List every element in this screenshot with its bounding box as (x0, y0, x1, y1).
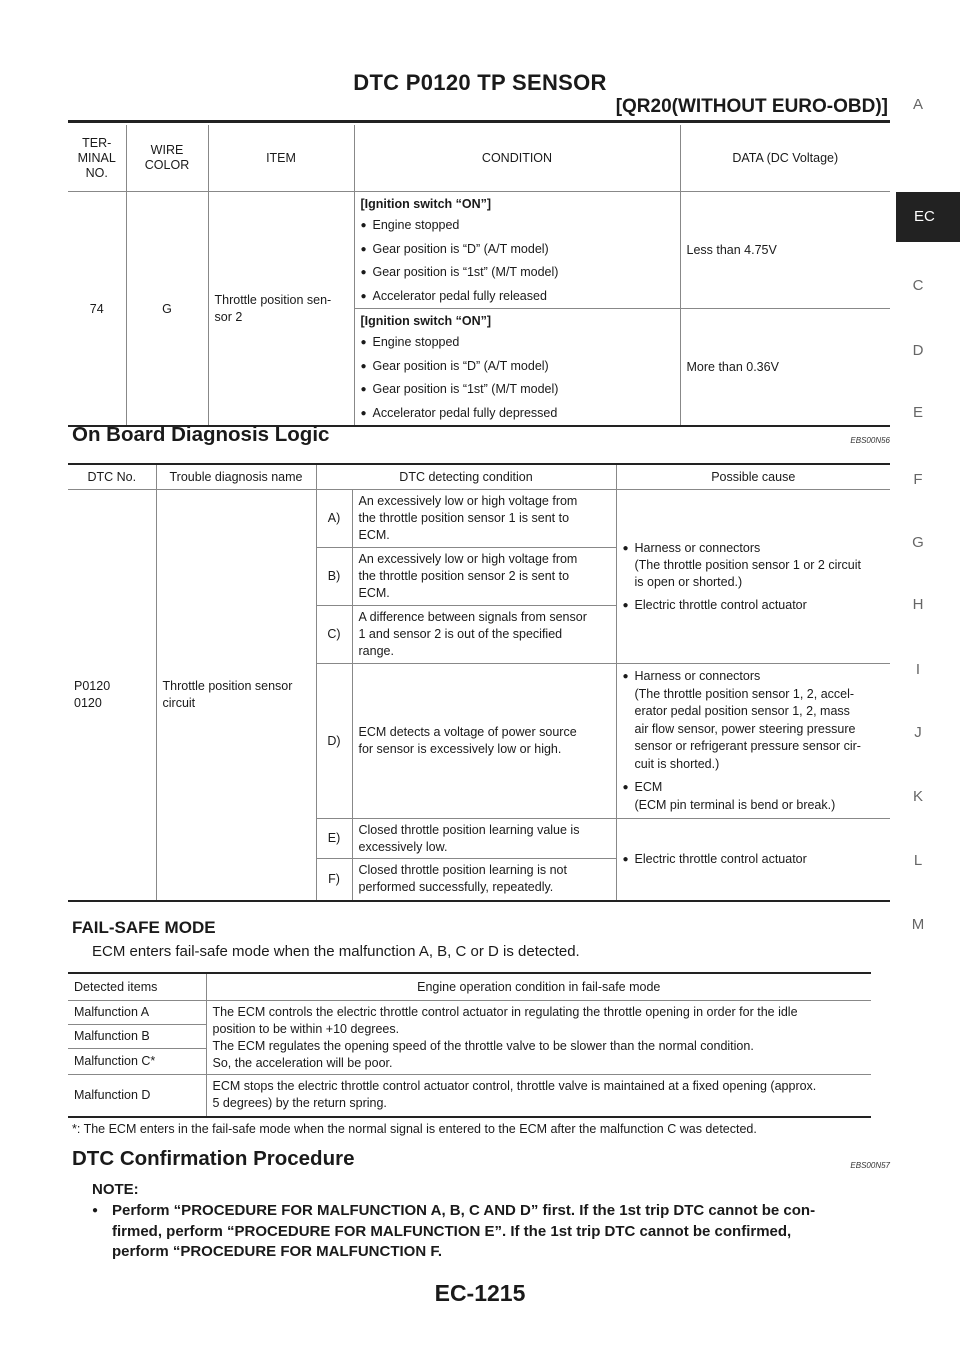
condition-id: C) (316, 606, 352, 664)
page-number: EC-1215 (434, 1280, 526, 1306)
cause-bullet: ● ECM (ECM pin terminal is bend or break.) (623, 779, 885, 814)
cause-abc (616, 490, 890, 664)
condition-text: An excessively low or high voltage from the throttle position sensor 1 is sent to ECM. (352, 490, 616, 548)
dtc-number: P0120 0120 (74, 678, 111, 710)
cause-bullet: ● Electric throttle control actuator (623, 848, 885, 872)
page-title: DTC P0120 TP SENSOR (353, 70, 607, 95)
diagnosis-name: Throttle position sensor circuit (156, 490, 316, 901)
condition-id: E) (316, 819, 352, 859)
condition-bullet: ● Gear position is “D” (A/T model) (361, 355, 674, 379)
section-code-confirmation: EBS00N57 (850, 1161, 890, 1170)
header-data: DATA (DC Voltage) (680, 125, 890, 192)
failsafe-heading: FAIL-SAFE MODE (72, 918, 216, 937)
index-tab-j[interactable]: J (914, 724, 922, 741)
condition-bullet: ● Gear position is “1st” (M/T model) (361, 261, 674, 285)
header-wire-color: WIRE COLOR (126, 125, 208, 192)
note-text: ● Perform “PROCEDURE FOR MALFUNCTION A, B, C AND D” first. If the 1st trip DTC cannot be con- firmed, perform “PROCEDURE FOR MALFUNCTION E”. If the 1st trip DTC cannot be confirmed, perform “PROCEDURE FOR MALFUNCTION F. (92, 1201, 892, 1263)
wire-color: G (126, 192, 208, 427)
index-tab-m[interactable]: M (911, 916, 925, 933)
index-tab-i[interactable]: I (915, 661, 921, 678)
condition-bullet: ● Gear position is “D” (A/T model) (361, 238, 674, 262)
section-heading-confirmation: DTC Confirmation Procedure (72, 1147, 355, 1170)
header-detected-items: Detected items (68, 973, 206, 1001)
cause-ef (616, 819, 890, 901)
condition-id: D) (316, 664, 352, 819)
failsafe-condition-abc: The ECM controls the electric throttle control actuator in regulating the throttle opening in order for the idle position to be within +10 degrees. The ECM regulates the opening speed of the throttle valve to be slower than the normal condition. So, the acceleration will be poor. (206, 1001, 871, 1075)
condition-cell (354, 309, 680, 427)
engine-subtitle: [QR20(WITHOUT EURO-OBD)] (615, 96, 888, 117)
failsafe-table (68, 972, 871, 1118)
malfunction-item: Malfunction A (74, 1005, 150, 1019)
terminal-number: 74 (89, 301, 104, 316)
failsafe-condition-d: ECM stops the electric throttle control actuator control, throttle valve is maintained at a fixed opening (approx. 5 degrees) by the return spring. (206, 1075, 871, 1117)
index-tab-l[interactable]: L (913, 852, 923, 869)
failsafe-footnote: *: The ECM enters in the fail-safe mode when the normal signal is entered to the ECM after the malfunction C was detected. (72, 1122, 757, 1136)
item-name: Throttle position sen- sor 2 (208, 192, 354, 427)
condition-text: ECM detects a voltage of power source for sensor is excessively low or high. (352, 664, 616, 819)
condition-text: A difference between signals from sensor 1 and sensor 2 is out of the specified range. (352, 606, 616, 664)
condition-title: [Ignition switch “ON”] (360, 197, 492, 211)
condition-id: A) (316, 490, 352, 548)
condition-cell (354, 192, 680, 309)
header-engine-condition: Engine operation condition in fail-safe mode (206, 973, 871, 1001)
condition-bullet: ● Gear position is “1st” (M/T model) (361, 378, 674, 402)
index-tab-ec[interactable]: EC (896, 192, 960, 242)
obd-logic-table (68, 463, 890, 902)
malfunction-item: Malfunction D (68, 1075, 206, 1117)
cause-d (616, 664, 890, 819)
index-tab-h[interactable]: H (912, 596, 924, 613)
voltage-data: Less than 4.75V (680, 192, 890, 309)
condition-bullet: ● Engine stopped (361, 331, 674, 355)
index-tab-e[interactable]: E (912, 404, 923, 421)
header-diagnosis-name: Trouble diagnosis name (156, 464, 316, 490)
index-tab-c[interactable]: C (912, 277, 924, 294)
terminal-data-table (68, 125, 890, 427)
voltage-data: More than 0.36V (680, 309, 890, 427)
condition-text: An excessively low or high voltage from the throttle position sensor 2 is sent to ECM. (352, 548, 616, 606)
index-tab-g[interactable]: G (912, 534, 924, 551)
condition-id: F) (316, 859, 352, 901)
header-dtc-no: DTC No. (68, 464, 156, 490)
header-item: ITEM (208, 125, 354, 192)
condition-title: [Ignition switch “ON”] (360, 314, 492, 328)
index-tab-d[interactable]: D (912, 342, 924, 359)
header-terminal-no: TER- MINAL NO. (68, 125, 126, 192)
cause-bullet: ● Harness or connectors (The throttle position sensor 1 or 2 circuit is open or shorted.) (623, 540, 885, 591)
header-detecting-condition: DTC detecting condition (316, 464, 616, 490)
header-possible-cause: Possible cause (616, 464, 890, 490)
failsafe-intro: ECM enters fail-safe mode when the malfunction A, B, C or D is detected. (92, 943, 580, 960)
condition-bullet: ● Engine stopped (361, 214, 674, 238)
index-tab-k[interactable]: K (912, 788, 923, 805)
header-rule (68, 120, 890, 123)
malfunction-item: Malfunction B (68, 1025, 206, 1049)
index-tab-a[interactable]: A (912, 96, 923, 113)
note-label: NOTE: (92, 1181, 139, 1198)
section-heading-obd: On Board Diagnosis Logic (72, 423, 330, 446)
condition-bullet: ● Accelerator pedal fully depressed (361, 402, 674, 426)
condition-bullet: ● Accelerator pedal fully released (361, 285, 674, 309)
malfunction-item: Malfunction C* (68, 1049, 206, 1075)
condition-text: Closed throttle position learning value is excessively low. (352, 819, 616, 859)
section-index (896, 0, 960, 1358)
note-body (92, 1201, 892, 1263)
header-condition: CONDITION (354, 125, 680, 192)
section-code-obd: EBS00N56 (850, 436, 890, 445)
cause-bullet: ● Harness or connectors (The throttle position sensor 1, 2, accel- erator pedal position sensor 1, 2, mass air flow sensor, power steering pressure sensor or refrigerant pressure sensor cir- cuit is shorted.) (623, 668, 885, 773)
condition-id: B) (316, 548, 352, 606)
cause-bullet: ● Electric throttle control actuator (623, 597, 885, 614)
condition-text: Closed throttle position learning is not performed successfully, repeatedly. (352, 859, 616, 901)
index-tab-f[interactable]: F (913, 471, 923, 488)
